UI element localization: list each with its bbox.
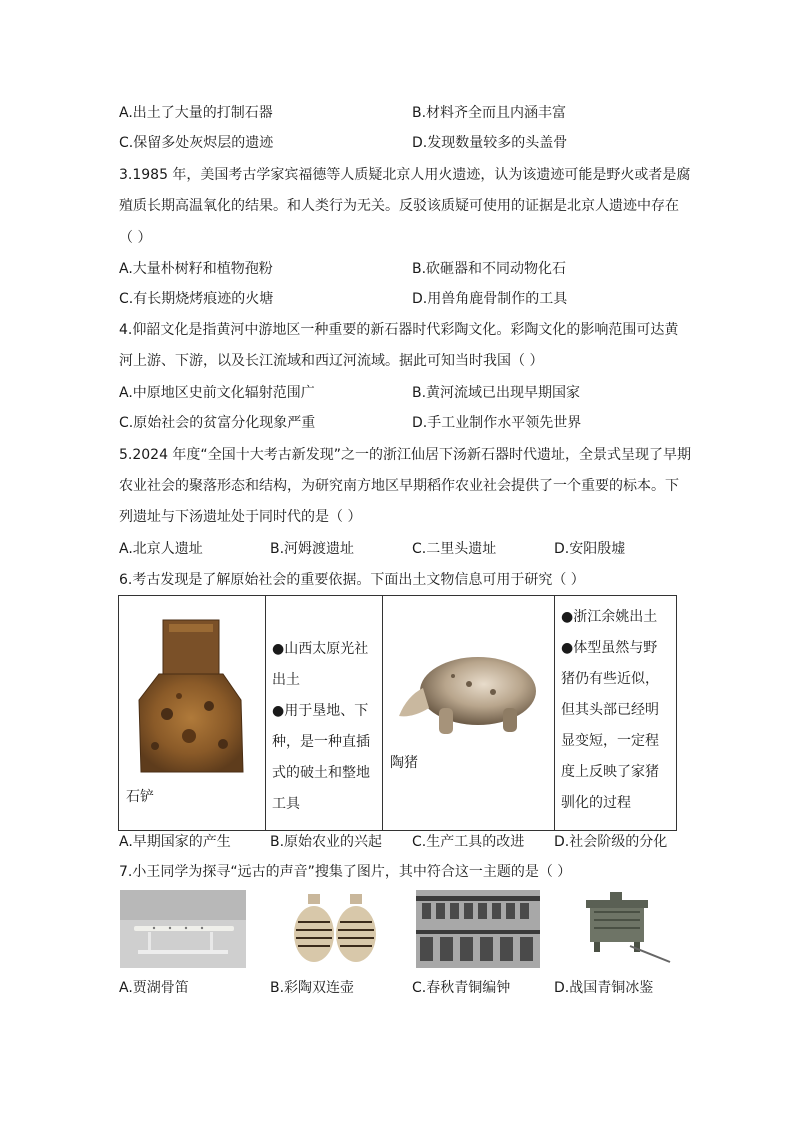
q7-option-b: B.彩陶双连壶 <box>270 980 355 996</box>
q7-option-a: A.贾湖骨笛 <box>119 980 189 996</box>
q5-option-d: D.安阳殷墟 <box>554 541 626 557</box>
q3-option-a: A.大量朴树籽和植物孢粉 <box>119 261 273 277</box>
q2-option-a: A.出土了大量的打制石器 <box>119 105 273 121</box>
q5-option-c: C.二里头遗址 <box>412 541 497 557</box>
stone-spade-desc-cell <box>266 596 383 831</box>
q3-stem-line1: 3.1985 年，美国考古学家宾福德等人质疑北京人用火遗迹，认为该遗迹可能是野火或者是腐 <box>119 167 691 183</box>
stone-spade-caption: 石铲 <box>126 789 154 805</box>
pottery-pig-cell <box>383 596 555 831</box>
stone-spade-origin: ●山西太原光社出土 <box>272 641 369 688</box>
q6-option-a: A.早期国家的产生 <box>119 834 231 850</box>
stone-spade-cell <box>119 596 266 831</box>
ice-chest-image <box>570 890 674 968</box>
q3-option-d: D.用兽角鹿骨制作的工具 <box>412 291 568 307</box>
q3-option-c: C.有长期烧烤痕迹的火塘 <box>119 291 274 307</box>
q5-stem-line3: 列遗址与下汤遗址处于同时代的是（ ） <box>119 509 362 525</box>
q4-option-a: A.中原地区史前文化辐射范围广 <box>119 385 315 401</box>
q4-option-c: C.原始社会的贫富分化现象严重 <box>119 415 316 431</box>
bronze-bells-image <box>416 890 540 968</box>
pottery-pig-caption: 陶猪 <box>390 755 418 771</box>
q3-stem-line2: 殖质长期高温氧化的结果。和人类行为无关。反驳该质疑可使用的证据是北京人遗迹中存在 <box>119 198 679 214</box>
q5-option-b: B.河姆渡遗址 <box>270 541 355 557</box>
q3-option-b: B.砍砸器和不同动物化石 <box>412 261 567 277</box>
q4-option-d: D.手工业制作水平领先世界 <box>412 415 582 431</box>
q6-option-b: B.原始农业的兴起 <box>270 834 383 850</box>
artifact-table <box>118 595 677 831</box>
double-pot-image <box>292 890 384 968</box>
q7-stem-line1: 7.小王同学为探寻“远古的声音”搜集了图片，其中符合这一主题的是（ ） <box>119 864 572 880</box>
pottery-pig-image <box>383 596 554 826</box>
q6-option-d: D.社会阶级的分化 <box>554 834 668 850</box>
q6-option-c: C.生产工具的改进 <box>412 834 525 850</box>
q6-stem-line1: 6.考古发现是了解原始社会的重要依据。下面出土文物信息可用于研究（ ） <box>119 572 585 588</box>
q5-option-a: A.北京人遗址 <box>119 541 203 557</box>
q7-option-c: C.春秋青铜编钟 <box>412 980 511 996</box>
q2-option-b: B.材料齐全而且内涵丰富 <box>412 105 567 121</box>
q4-option-b: B.黄河流域已出现早期国家 <box>412 385 581 401</box>
pottery-pig-desc-cell <box>555 596 677 831</box>
q2-option-d: D.发现数量较多的头盖骨 <box>412 135 568 151</box>
bone-flute-image <box>120 890 246 968</box>
q5-stem-line2: 农业社会的聚落形态和结构，为研究南方地区早期稻作农业社会提供了一个重要的标本。下 <box>119 478 679 494</box>
stone-spade-usage: ●用于垦地、下种，是一种直插式的破土和整地工具 <box>272 703 370 812</box>
q2-option-c: C.保留多处灰烬层的遗迹 <box>119 135 274 151</box>
q4-stem-line2: 河上游、下游，以及长江流域和西辽河流域。据此可知当时我国（ ） <box>119 353 544 369</box>
q7-option-d: D.战国青铜冰鉴 <box>554 980 654 996</box>
pottery-pig-note: ●体型虽然与野猪仍有些近似，但其头部已经明显变短，一定程度上反映了家猪驯化的过程 <box>561 640 659 811</box>
q5-stem-line1: 5.2024 年度“全国十大考古新发现”之一的浙江仙居下汤新石器时代遗址，全景式呈现了早期 <box>119 447 691 463</box>
q4-stem-line1: 4.仰韶文化是指黄河中游地区一种重要的新石器时代彩陶文化。彩陶文化的影响范围可达黄 <box>119 322 679 338</box>
q3-stem-line3: （ ） <box>119 230 152 246</box>
pottery-pig-origin: ●浙江余姚出土 <box>561 609 658 625</box>
